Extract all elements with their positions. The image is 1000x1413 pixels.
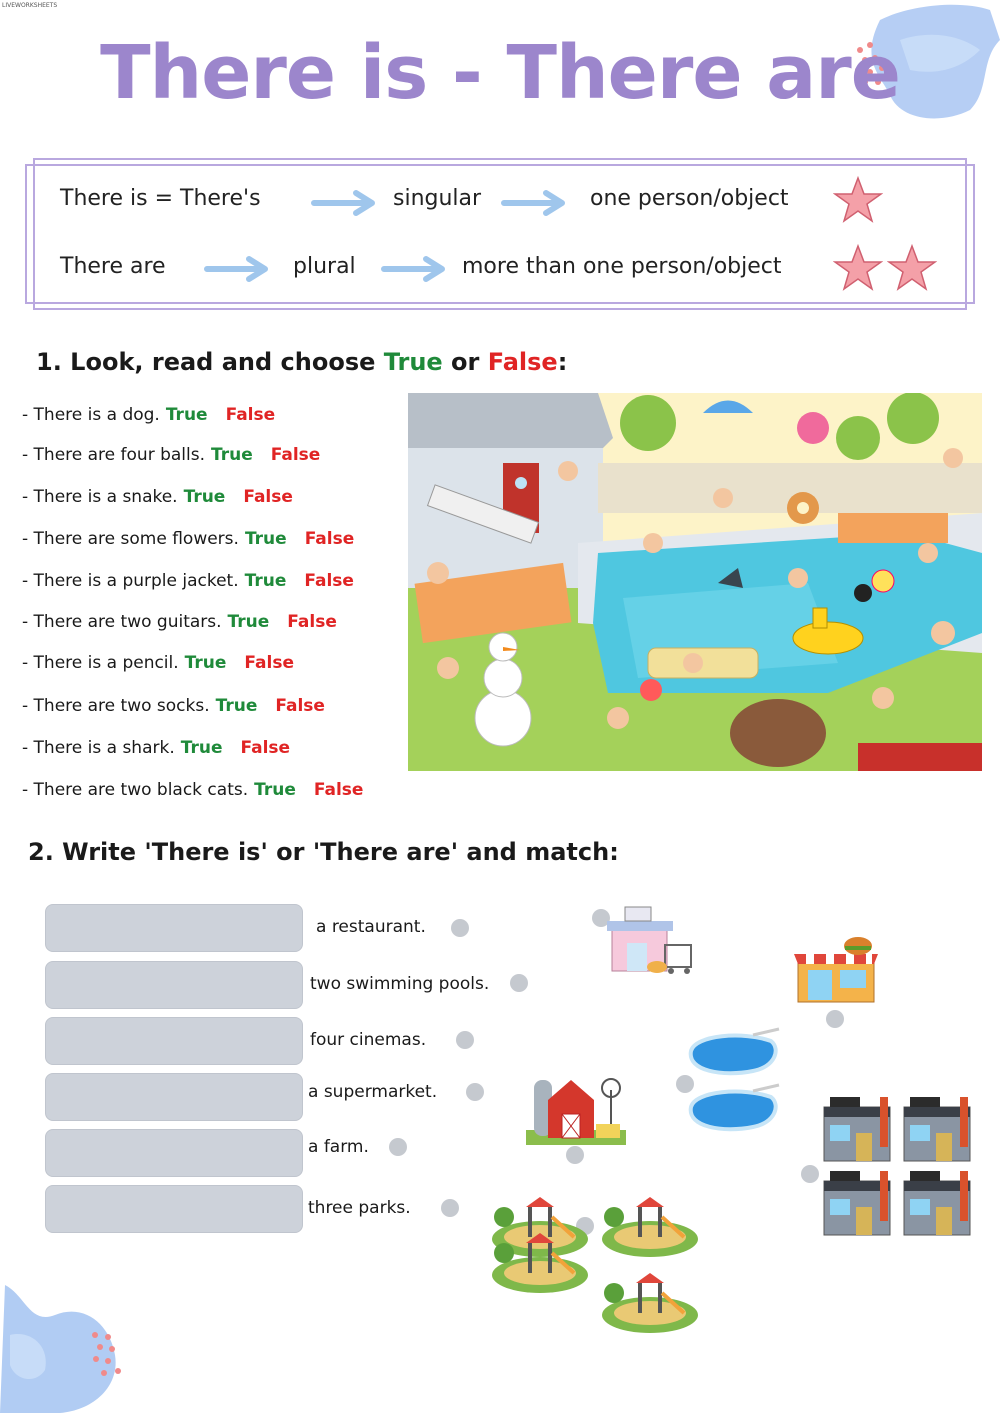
parks-picture	[490, 1193, 708, 1333]
restaurant-picture	[792, 934, 880, 1004]
answer-input[interactable]	[45, 1073, 303, 1121]
arrow-icon	[500, 188, 570, 218]
statement-text: - There are some flowers.	[22, 529, 239, 549]
match-dot-right[interactable]	[826, 1010, 844, 1028]
phrase-swimming-pools: two swimming pools.	[310, 974, 490, 994]
match-dot-left[interactable]	[451, 919, 469, 937]
false-option[interactable]: False	[304, 571, 354, 591]
true-option[interactable]: True	[227, 612, 270, 632]
statement-text: - There are four balls.	[22, 445, 205, 465]
exercise-1-suffix: :	[557, 348, 568, 376]
statement-text: - There is a pencil.	[22, 653, 179, 673]
true-option[interactable]: True	[254, 780, 296, 800]
list-item	[22, 612, 337, 632]
statement-text: - There are two socks.	[22, 696, 210, 716]
supermarket-picture	[607, 905, 693, 975]
answer-input[interactable]	[45, 1017, 303, 1065]
list-item	[22, 487, 293, 507]
false-option[interactable]: False	[287, 612, 337, 632]
rule-number-singular: singular	[393, 186, 482, 211]
statement-text: - There is a purple jacket.	[22, 571, 239, 591]
false-option[interactable]: False	[225, 405, 276, 425]
star-icon	[833, 176, 883, 224]
match-dot-left[interactable]	[510, 974, 528, 992]
phrase-cinemas: four cinemas.	[310, 1030, 427, 1050]
false-option[interactable]: False	[244, 653, 294, 673]
arrow-icon	[203, 254, 273, 284]
rule-meaning-singular: one person/object	[590, 186, 789, 211]
false-option[interactable]: False	[270, 445, 321, 465]
list-item	[22, 445, 320, 465]
brand-label: LIVEWORKSHEETS	[2, 2, 58, 9]
answer-input[interactable]	[45, 961, 303, 1009]
true-option[interactable]: True	[211, 445, 253, 465]
exercise-1-false-word: False	[487, 348, 558, 376]
answer-input[interactable]	[45, 904, 303, 952]
statement-text: - There are two guitars.	[22, 612, 222, 632]
true-option[interactable]: True	[215, 696, 258, 716]
match-dot-left[interactable]	[456, 1031, 474, 1049]
page-title: There is - There are	[100, 30, 900, 116]
arrow-icon	[380, 254, 450, 284]
true-option[interactable]: True	[244, 571, 287, 591]
match-dot-left[interactable]	[389, 1138, 407, 1156]
decorative-blob-bottom	[0, 1275, 160, 1413]
exercise-1-or-word: or	[442, 348, 488, 376]
phrase-supermarket: a supermarket.	[308, 1082, 438, 1102]
farm-picture	[526, 1070, 626, 1145]
match-dot-right[interactable]	[566, 1146, 584, 1164]
exercise-2-heading: 2. Write 'There is' or 'There are' and match:	[28, 838, 619, 866]
swimming-pools-picture	[683, 1027, 783, 1135]
rule-box-inner-frame	[33, 158, 967, 310]
match-dot-left[interactable]	[466, 1083, 484, 1101]
true-option[interactable]: True	[180, 738, 223, 758]
rule-box	[25, 158, 975, 308]
true-option[interactable]: True	[183, 487, 226, 507]
star-icon	[833, 244, 883, 292]
arrow-icon	[310, 188, 380, 218]
statement-text: - There is a snake.	[22, 487, 178, 507]
cinemas-picture	[820, 1093, 980, 1238]
true-option[interactable]: True	[165, 405, 208, 425]
list-item	[22, 738, 290, 758]
list-item	[22, 571, 354, 591]
rule-meaning-plural: more than one person/object	[462, 254, 782, 279]
false-option[interactable]: False	[240, 738, 291, 758]
statement-text: - There is a dog.	[22, 405, 160, 425]
list-item	[22, 696, 325, 716]
list-item	[22, 653, 294, 673]
statement-text: - There are two black cats.	[22, 780, 249, 800]
rule-term-plural: There are	[60, 254, 166, 279]
match-dot-right[interactable]	[801, 1165, 819, 1183]
rule-number-plural: plural	[293, 254, 356, 279]
match-dot-left[interactable]	[441, 1199, 459, 1217]
answer-input[interactable]	[45, 1185, 303, 1233]
true-option[interactable]: True	[244, 529, 287, 549]
pool-scene-illustration	[408, 393, 982, 771]
exercise-1-heading	[36, 348, 567, 376]
answer-input[interactable]	[45, 1129, 303, 1177]
false-option[interactable]: False	[313, 780, 364, 800]
exercise-1-true-word: True	[383, 348, 443, 376]
statement-text: - There is a shark.	[22, 738, 175, 758]
exercise-1-prefix: 1. Look, read and choose	[36, 348, 384, 376]
list-item	[22, 405, 275, 425]
false-option[interactable]: False	[243, 487, 293, 507]
phrase-farm: a farm.	[308, 1137, 369, 1157]
phrase-parks: three parks.	[308, 1198, 411, 1218]
star-icon	[887, 244, 937, 292]
list-item	[22, 529, 354, 549]
false-option[interactable]: False	[304, 529, 355, 549]
rule-term-singular: There is = There's	[60, 186, 261, 211]
phrase-restaurant: a restaurant.	[316, 917, 426, 937]
list-item	[22, 780, 363, 800]
false-option[interactable]: False	[275, 696, 325, 716]
true-option[interactable]: True	[184, 653, 227, 673]
